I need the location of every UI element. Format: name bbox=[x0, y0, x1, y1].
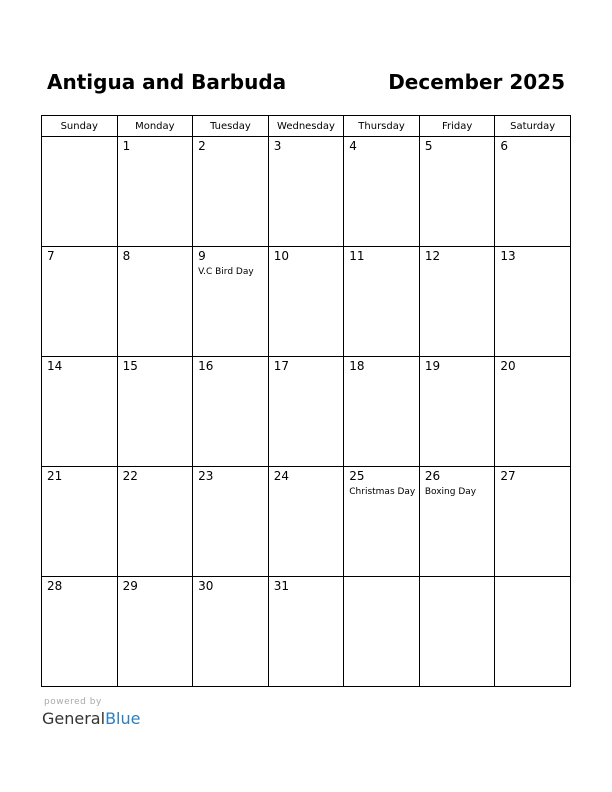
day-cell bbox=[42, 137, 118, 247]
day-cell bbox=[268, 467, 344, 577]
day-number: 16 bbox=[198, 359, 214, 373]
weekday-header-row bbox=[42, 116, 571, 137]
holiday-label bbox=[42, 483, 117, 485]
week-row bbox=[42, 247, 571, 357]
day-number: 13 bbox=[500, 249, 516, 263]
week-row bbox=[42, 137, 571, 247]
holiday-label bbox=[42, 263, 117, 265]
day-number: 3 bbox=[273, 139, 282, 153]
day-number: 1 bbox=[122, 139, 131, 153]
holiday-label bbox=[495, 263, 570, 265]
holiday-label bbox=[269, 153, 344, 155]
holiday-label bbox=[118, 263, 193, 265]
weekday-header-wednesday: Wednesday bbox=[268, 116, 344, 137]
day-cell bbox=[419, 577, 495, 687]
week-row bbox=[42, 357, 571, 467]
holiday-label bbox=[193, 483, 268, 485]
holiday-label: V.C Bird Day bbox=[198, 267, 254, 277]
holiday-label bbox=[420, 153, 495, 155]
day-cell bbox=[42, 247, 118, 357]
day-number: 26 bbox=[424, 469, 441, 483]
weekday-header-saturday: Saturday bbox=[495, 116, 571, 137]
holiday-label bbox=[269, 373, 344, 375]
day-cell bbox=[495, 577, 571, 687]
day-cell bbox=[268, 137, 344, 247]
holiday-label bbox=[344, 373, 419, 375]
holiday-label bbox=[495, 483, 570, 485]
day-cell bbox=[419, 357, 495, 467]
day-number: 21 bbox=[47, 469, 63, 483]
day-cell bbox=[193, 467, 269, 577]
holiday-label bbox=[269, 593, 344, 595]
day-cell bbox=[344, 357, 420, 467]
powered-by-text: powered by bbox=[44, 697, 102, 707]
day-cell bbox=[117, 247, 193, 357]
holiday-label bbox=[344, 580, 419, 582]
holiday-label bbox=[269, 263, 344, 265]
generalblue-logo[interactable] bbox=[42, 709, 140, 728]
day-number: 25 bbox=[349, 469, 365, 483]
day-cell bbox=[268, 357, 344, 467]
day-cell bbox=[117, 137, 193, 247]
weekday-header-monday: Monday bbox=[117, 116, 193, 137]
day-cell bbox=[344, 467, 420, 577]
day-cell bbox=[117, 467, 193, 577]
week-row bbox=[42, 577, 571, 687]
day-number: 27 bbox=[500, 469, 516, 483]
weekday-header-tuesday: Tuesday bbox=[193, 116, 269, 137]
country-title: Antigua and Barbuda bbox=[47, 70, 287, 94]
day-number: 20 bbox=[500, 359, 516, 373]
day-number: 14 bbox=[47, 359, 63, 373]
month-year-title: December 2025 bbox=[388, 70, 565, 94]
holiday-label bbox=[495, 580, 570, 582]
day-number: 30 bbox=[198, 579, 214, 593]
day-cell bbox=[268, 577, 344, 687]
day-number: 22 bbox=[122, 469, 138, 483]
holiday-label bbox=[193, 593, 268, 595]
holiday-label bbox=[42, 140, 117, 142]
day-cell bbox=[495, 137, 571, 247]
day-cell bbox=[42, 577, 118, 687]
day-cell bbox=[117, 357, 193, 467]
day-number: 11 bbox=[349, 249, 365, 263]
day-number: 8 bbox=[122, 249, 131, 263]
day-cell bbox=[117, 577, 193, 687]
day-cell bbox=[344, 577, 420, 687]
day-number: 15 bbox=[122, 359, 138, 373]
day-cell bbox=[495, 357, 571, 467]
holiday-label bbox=[420, 373, 495, 375]
logo-general-text: General bbox=[42, 709, 106, 728]
day-number: 24 bbox=[273, 469, 289, 483]
day-number: 19 bbox=[424, 359, 441, 373]
holiday-label bbox=[344, 153, 419, 155]
day-cell bbox=[344, 137, 420, 247]
day-cell bbox=[193, 247, 269, 357]
holiday-label bbox=[42, 593, 117, 595]
day-cell bbox=[344, 247, 420, 357]
day-number: 7 bbox=[47, 249, 55, 263]
day-number: 5 bbox=[424, 139, 433, 153]
day-cell bbox=[495, 247, 571, 357]
day-number: 23 bbox=[198, 469, 214, 483]
holiday-label bbox=[118, 593, 193, 595]
day-number: 17 bbox=[273, 359, 289, 373]
day-cell bbox=[495, 467, 571, 577]
holiday-label bbox=[420, 580, 495, 582]
day-number: 12 bbox=[424, 249, 441, 263]
holiday-label bbox=[344, 263, 419, 265]
weekday-header-friday: Friday bbox=[419, 116, 495, 137]
holiday-label bbox=[193, 153, 268, 155]
holiday-label bbox=[118, 153, 193, 155]
holiday-label: Christmas Day bbox=[349, 487, 416, 497]
calendar-grid bbox=[41, 115, 571, 687]
holiday-label bbox=[420, 263, 495, 265]
day-number: 4 bbox=[349, 139, 357, 153]
day-cell bbox=[193, 137, 269, 247]
day-cell bbox=[419, 247, 495, 357]
holiday-label bbox=[193, 373, 268, 375]
day-cell bbox=[419, 467, 495, 577]
weekday-header-sunday: Sunday bbox=[42, 116, 118, 137]
holiday-label bbox=[118, 483, 193, 485]
day-cell bbox=[42, 357, 118, 467]
day-number: 31 bbox=[273, 579, 289, 593]
day-number: 9 bbox=[198, 249, 206, 263]
day-number: 28 bbox=[47, 579, 63, 593]
day-cell bbox=[193, 357, 269, 467]
holiday-label bbox=[495, 153, 570, 155]
day-number: 10 bbox=[273, 249, 289, 263]
day-cell bbox=[268, 247, 344, 357]
day-number: 18 bbox=[349, 359, 365, 373]
day-number: 6 bbox=[500, 139, 509, 153]
week-row bbox=[42, 467, 571, 577]
holiday-label bbox=[495, 373, 570, 375]
day-number: 29 bbox=[122, 579, 138, 593]
day-cell bbox=[42, 467, 118, 577]
holiday-label bbox=[118, 373, 193, 375]
weekday-header-thursday: Thursday bbox=[344, 116, 420, 137]
day-cell bbox=[419, 137, 495, 247]
holiday-label bbox=[269, 483, 344, 485]
holiday-label bbox=[42, 373, 117, 375]
day-number: 2 bbox=[198, 139, 206, 153]
day-cell bbox=[193, 577, 269, 687]
logo-blue-text: Blue bbox=[105, 709, 141, 728]
holiday-label: Boxing Day bbox=[424, 487, 477, 497]
